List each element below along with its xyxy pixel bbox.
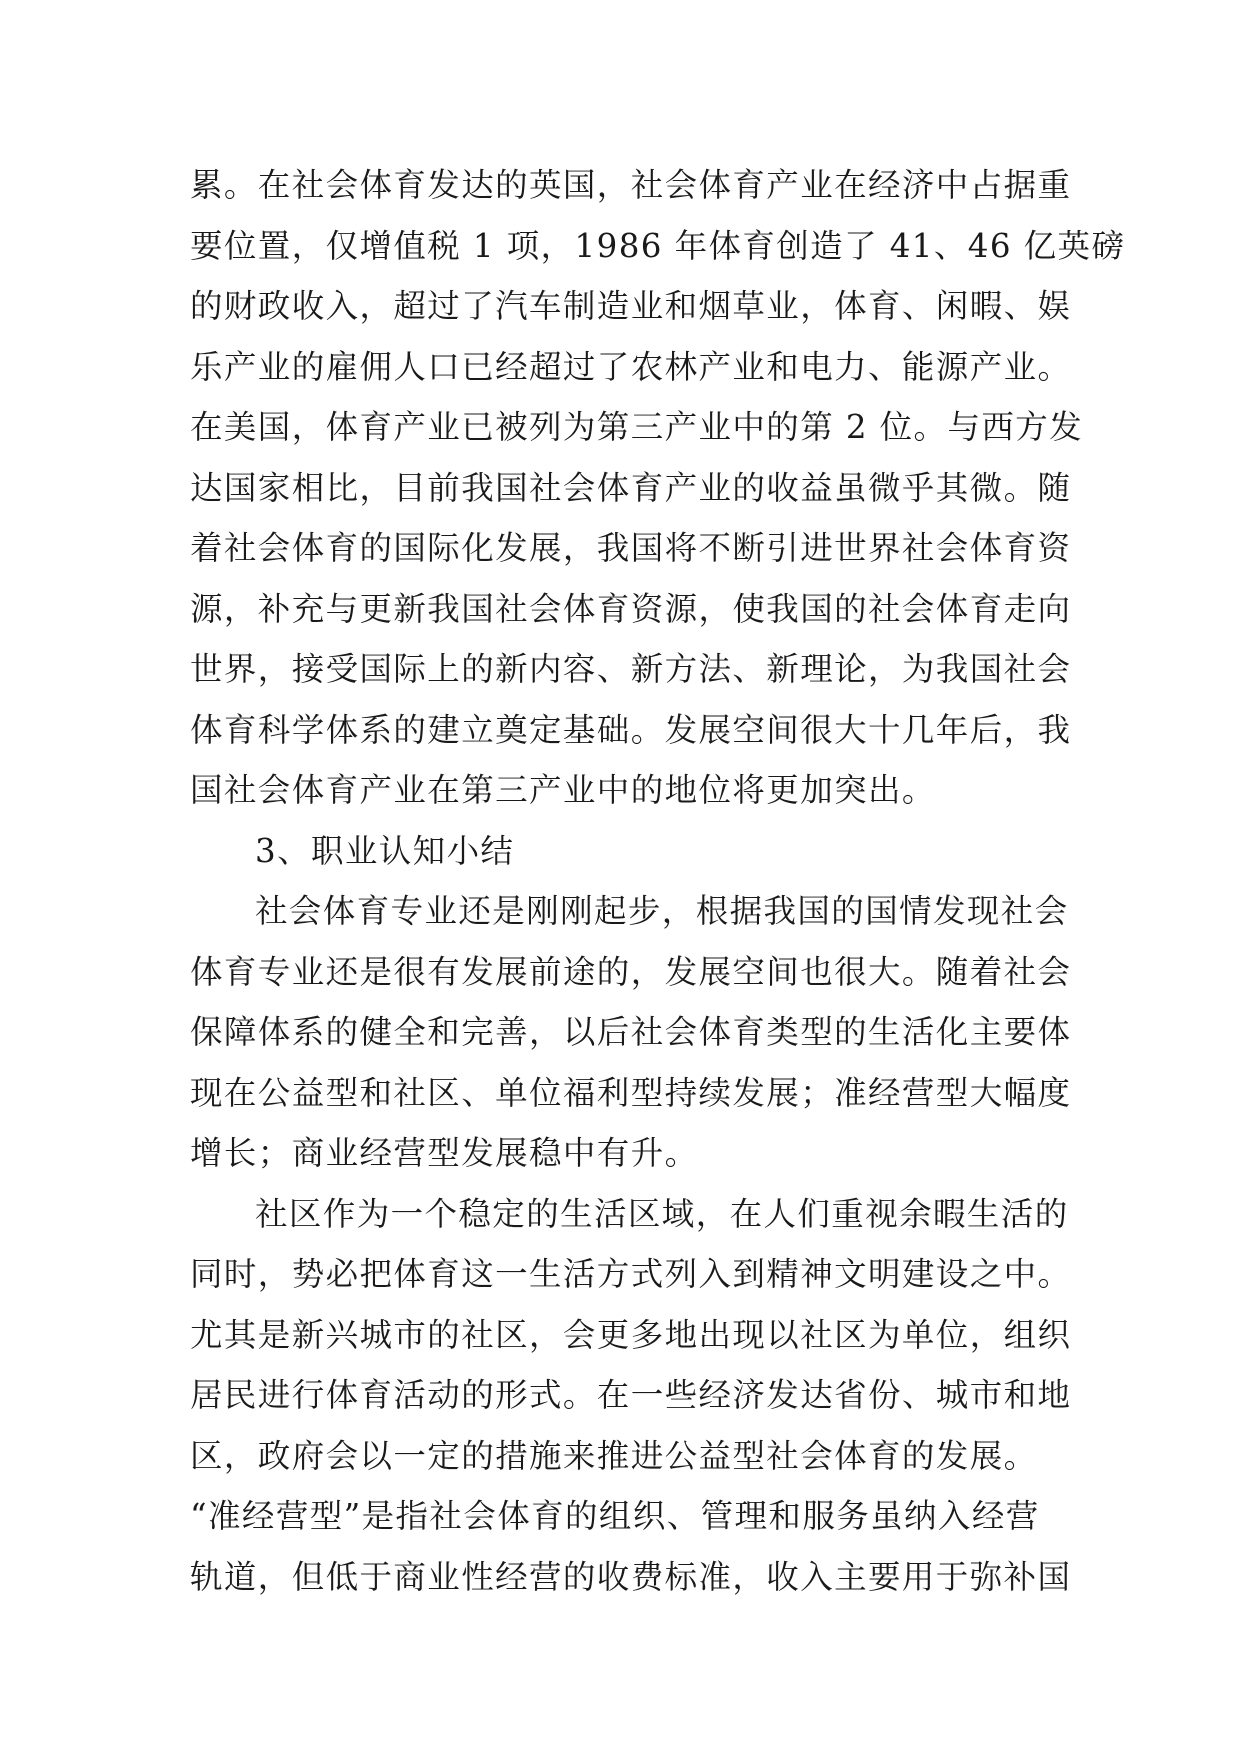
text-line: 要位置，仅增值税 1 项，1986 年体育创造了 41、46 亿英磅 [190,226,1126,265]
text-line: 尤其是新兴城市的社区，会更多地出现以社区为单位，组织 [190,1315,1072,1354]
text-line: 保障体系的健全和完善，以后社会体育类型的生活化主要体 [190,1013,1072,1051]
text-line: 着社会体育的国际化发展，我国将不断引进世界社会体育资 [190,529,1072,567]
section-heading: 3、职业认知小结 [255,831,515,870]
paragraph-first-line: 社会体育专业还是刚刚起步，根据我国的国情发现社会 [255,892,1069,930]
text-line: 体育科学体系的建立奠定基础。发展空间很大十几年后，我 [190,710,1072,749]
paragraph-first-line: 社区作为一个稳定的生活区域，在人们重视余暇生活的 [255,1194,1069,1233]
document-body [190,155,1126,1607]
text-line: 居民进行体育活动的形式。在一些经济发达省份、城市和地 [190,1376,1072,1414]
text-line: “准经营型”是指社会体育的组织、管理和服务虽纳入经营 [190,1497,1040,1535]
text-line: 体育专业还是很有发展前途的，发展空间也很大。随着社会 [190,952,1072,991]
text-line: 现在公益型和社区、单位福利型持续发展；准经营型大幅度 [190,1073,1072,1112]
text-line: 区，政府会以一定的措施来推进公益型社会体育的发展。 [190,1436,1038,1475]
text-line: 增长；商业经营型发展稳中有升。 [190,1134,699,1172]
text-line: 同时，势必把体育这一生活方式列入到精神文明建设之中。 [190,1255,1072,1293]
text-line: 在美国，体育产业已被列为第三产业中的第 2 位。与西方发 [190,408,1084,446]
text-line: 达国家相比，目前我国社会体育产业的收益虽微乎其微。随 [190,468,1072,507]
text-line: 世界，接受国际上的新内容、新方法、新理论，为我国社会 [190,650,1072,688]
text-line: 轨道，但低于商业性经营的收费标准，收入主要用于弥补国 [190,1557,1072,1596]
text-line: 累。在社会体育发达的英国，社会体育产业在经济中占据重 [190,166,1072,204]
text-line: 乐产业的雇佣人口已经超过了农林产业和电力、能源产业。 [190,347,1072,386]
text-line: 源，补充与更新我国社会体育资源，使我国的社会体育走向 [190,589,1072,628]
text-line: 国社会体育产业在第三产业中的地位将更加突出。 [190,771,936,809]
text-line: 的财政收入，超过了汽车制造业和烟草业，体育、闲暇、娱 [190,287,1072,325]
